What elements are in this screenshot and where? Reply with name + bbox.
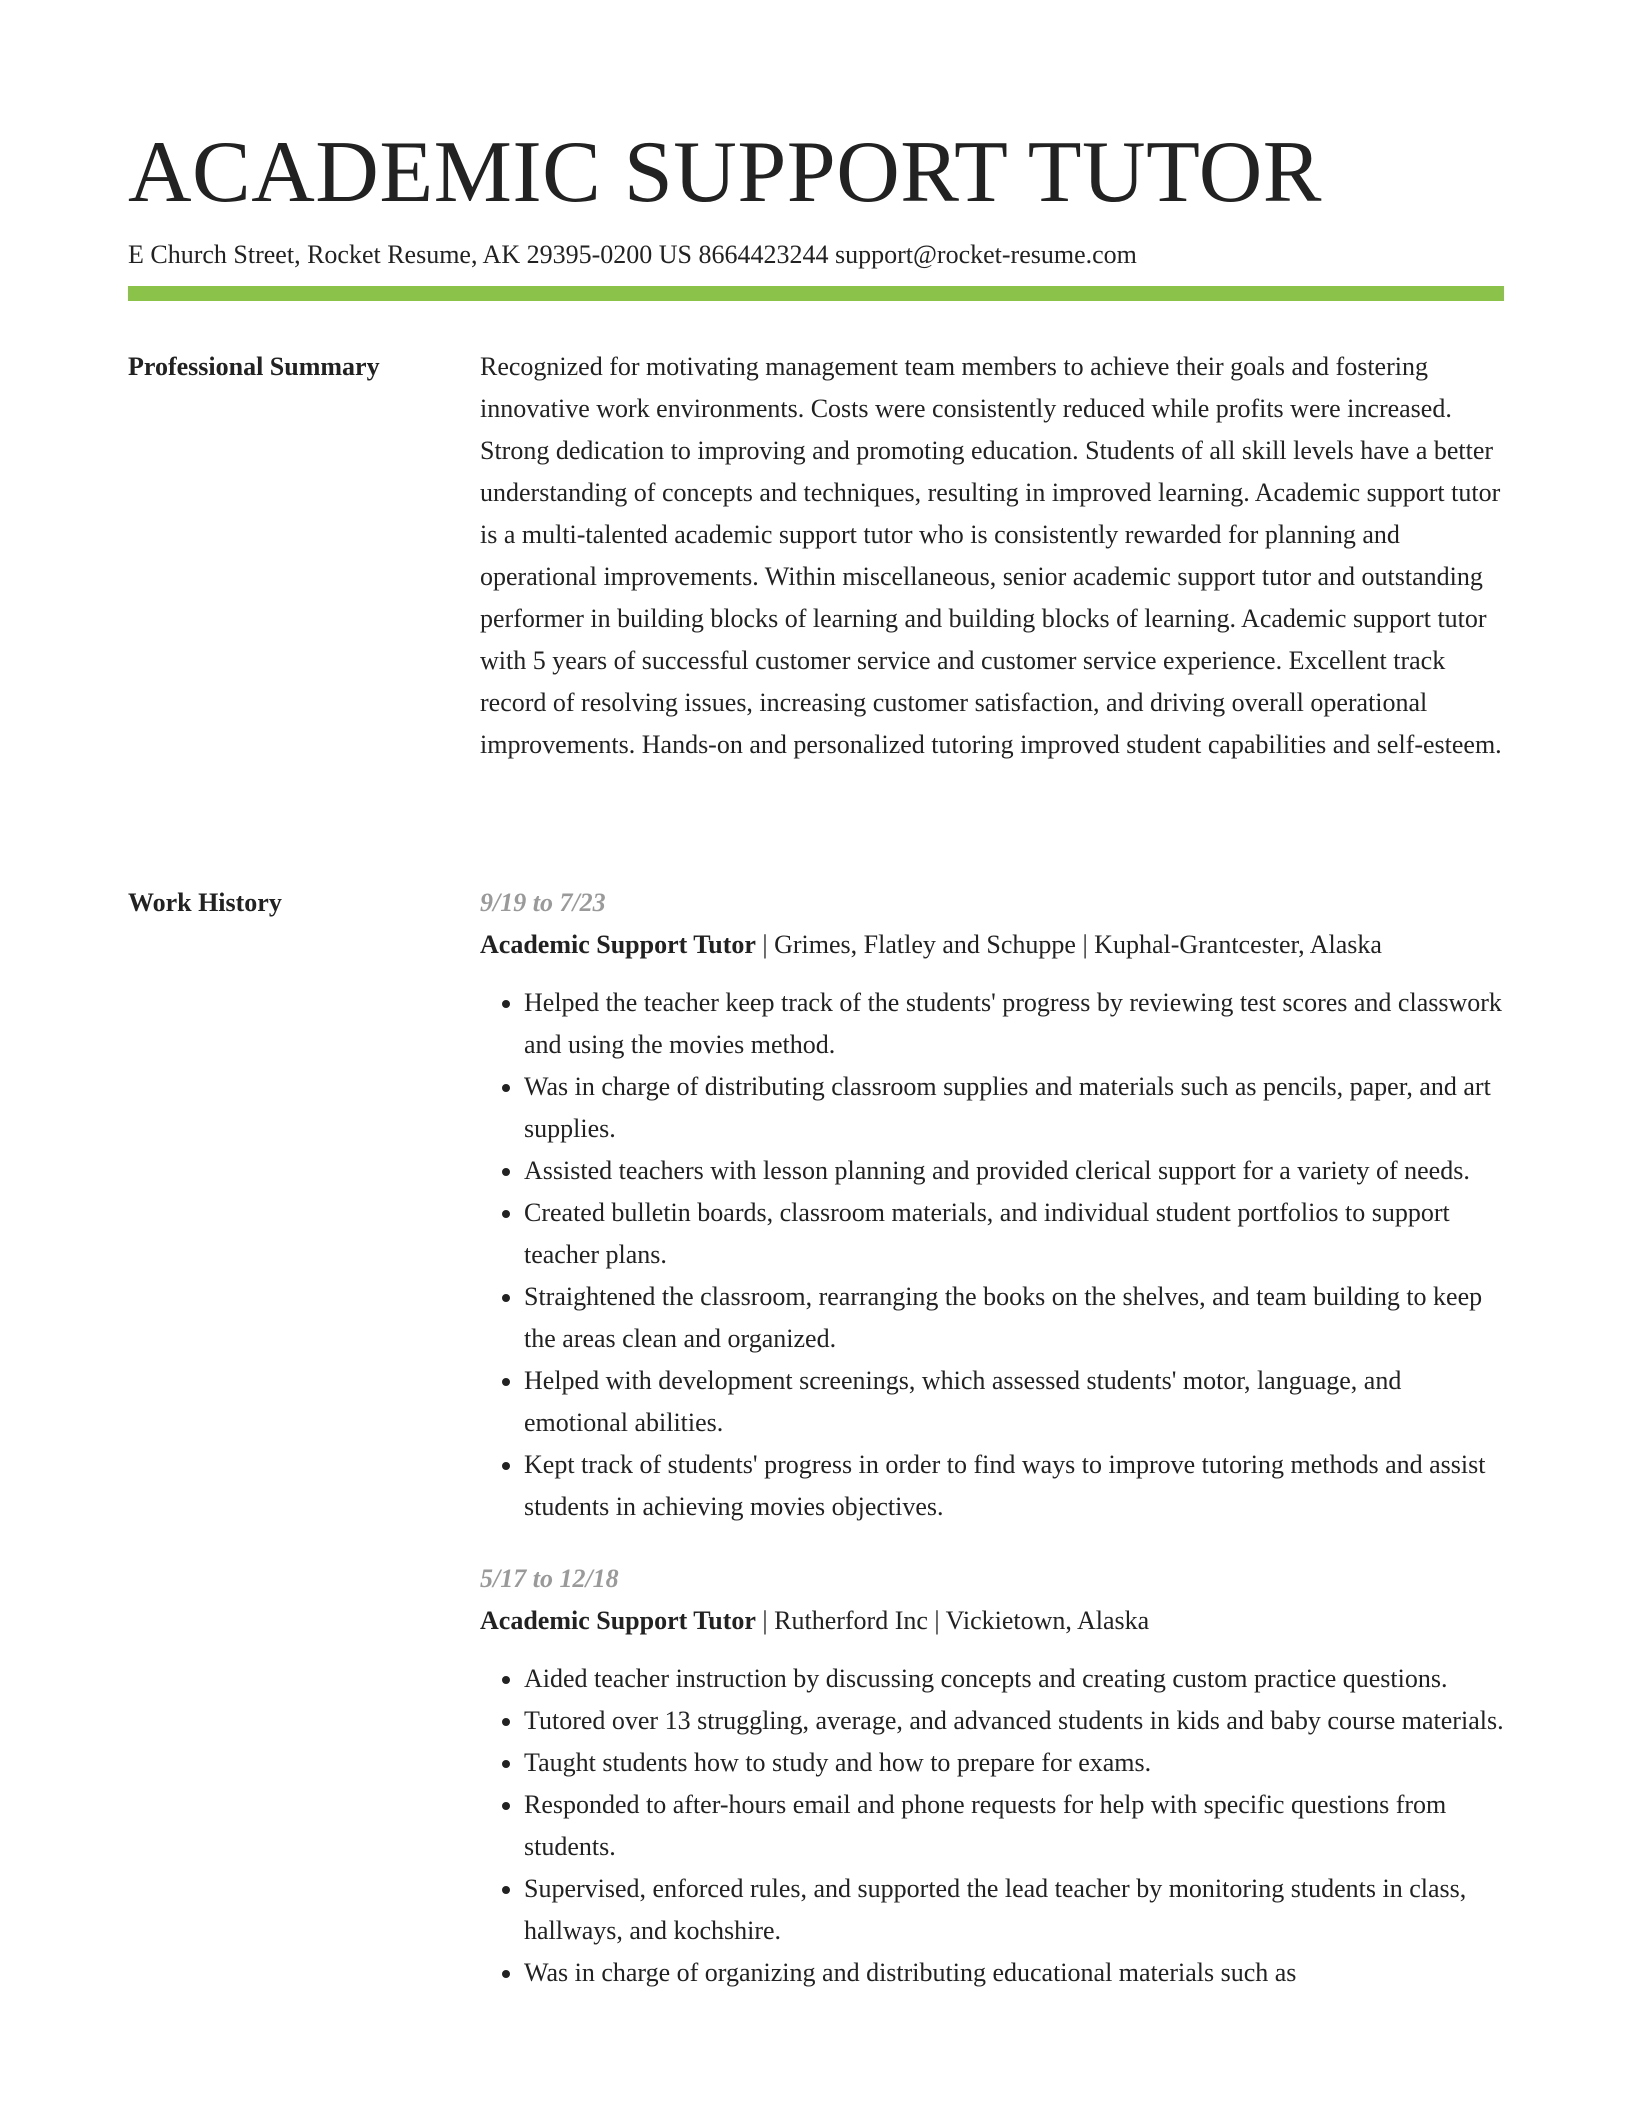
job-bullet: • Created bulletin boards, classroom materials, and individual student portfolios to support teacher plans. [524, 1192, 1504, 1276]
summary-body [480, 346, 1504, 766]
contact-line: E Church Street, Rocket Resume, AK 29395-0200 US 8664423244 support@rocket-resume.com [128, 240, 1137, 269]
job-title: Academic Support Tutor [480, 1606, 756, 1635]
job-bullet: • Aided teacher instruction by discussing concepts and creating custom practice questions. [524, 1658, 1504, 1700]
job-bullet-list [480, 982, 1504, 1528]
job-bullet: • Supervised, enforced rules, and supported the lead teacher by monitoring students in class, hallways, and kochshire. [524, 1868, 1504, 1952]
job-heading [480, 924, 1504, 966]
job-bullet: • Tutored over 13 struggling, average, and advanced students in kids and baby course materials. [524, 1700, 1504, 1742]
job-bullet: • Kept track of students' progress in order to find ways to improve tutoring methods and assist students in achieving movies objectives. [524, 1444, 1504, 1528]
job-details: | Rutherford Inc | Vickietown, Alaska [755, 1606, 1150, 1635]
job-entry [480, 882, 1504, 1528]
resume-header [128, 118, 1504, 272]
job-bullet: • Straightened the classroom, rearranging the books on the shelves, and team building to keep the areas clean and organized. [524, 1276, 1504, 1360]
job-bullet: • Taught students how to study and how to prepare for exams. [524, 1742, 1504, 1784]
summary-text: Recognized for motivating management team members to achieve their goals and fostering innovative work environments. Costs were consistently reduced while profits were increased. Strong dedication to improving and promoting education. Students of all skill levels have a better understanding of concepts and techniques, resulting in improved learning. Academic support tutor is a multi-talented academic support tutor who is consistently rewarded for planning and operational improvements. Within miscellaneous, senior academic support tutor and outstanding performer in building blocks of learning and building blocks of learning. Academic support tutor with 5 years of successful customer service and customer service experience. Excellent track record of resolving issues, increasing customer satisfaction, and driving overall operational improvements. Hands-on and personalized tutoring improved student capabilities and self-esteem. [480, 352, 1502, 759]
job-entry [480, 1558, 1504, 1994]
job-title: Academic Support Tutor [480, 930, 756, 959]
job-bullet: • Was in charge of organizing and distributing educational materials such as [524, 1952, 1504, 1994]
section-label-summary: Professional Summary [128, 352, 380, 381]
job-bullet: • Was in charge of distributing classroom supplies and materials such as pencils, paper, and art supplies. [524, 1066, 1504, 1150]
work-history-body [480, 882, 1504, 2024]
job-dates: 9/19 to 7/23 [480, 888, 606, 917]
job-dates: 5/17 to 12/18 [480, 1564, 619, 1593]
job-bullet: • Helped the teacher keep track of the students' progress by reviewing test scores and classwork and using the movies method. [524, 982, 1504, 1066]
job-heading [480, 1600, 1504, 1642]
job-bullet: • Helped with development screenings, which assessed students' motor, language, and emotional abilities. [524, 1360, 1504, 1444]
job-bullet: • Responded to after-hours email and phone requests for help with specific questions from students. [524, 1784, 1504, 1868]
job-bullet: • Assisted teachers with lesson planning and provided clerical support for a variety of needs. [524, 1150, 1504, 1192]
job-details: | Grimes, Flatley and Schuppe | Kuphal-Grantcester, Alaska [755, 930, 1382, 959]
job-bullet-list [480, 1658, 1504, 1994]
candidate-name: ACADEMIC SUPPORT TUTOR [128, 124, 1322, 221]
accent-divider [128, 286, 1504, 301]
section-label-work-history: Work History [128, 888, 282, 917]
